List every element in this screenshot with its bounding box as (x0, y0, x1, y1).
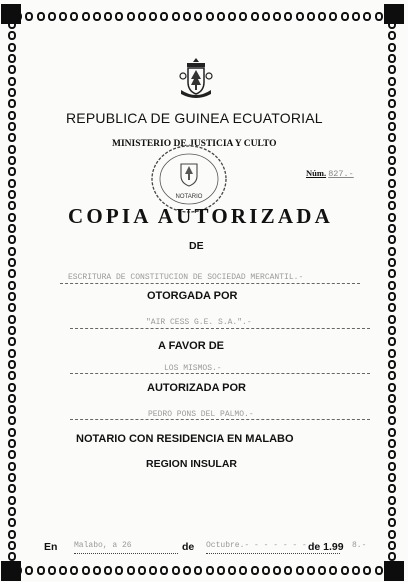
border-ring (8, 383, 16, 392)
border-ring (8, 473, 16, 482)
border-ring (127, 566, 135, 575)
border-ring (8, 77, 16, 86)
border-ring (8, 88, 16, 97)
border-ring (93, 12, 101, 21)
border-ring (388, 405, 396, 414)
border-ring (262, 566, 270, 575)
border-ring (160, 12, 168, 21)
border-ring (388, 303, 396, 312)
border-ring (8, 496, 16, 505)
border-ring (363, 566, 371, 575)
notario-line: NOTARIO CON RESIDENCIA EN MALABO (76, 433, 294, 445)
border-ring (8, 224, 16, 233)
border-ring (8, 462, 16, 471)
border-ring (8, 235, 16, 244)
border-ring (352, 566, 360, 575)
border-ring (8, 179, 16, 188)
border-ring (8, 405, 16, 414)
border-ring (388, 473, 396, 482)
border-ring (388, 326, 396, 335)
border-ring (194, 566, 202, 575)
border-ring (8, 484, 16, 493)
de-label: DE (189, 240, 204, 252)
border-ring (8, 450, 16, 459)
border-ring (8, 269, 16, 278)
border-ring (388, 213, 396, 222)
otorgada-por-rule (70, 328, 370, 329)
border-ring (262, 12, 270, 21)
border-ring (8, 213, 16, 222)
coat-of-arms-icon (178, 56, 214, 102)
a-favor-de-label: A FAVOR DE (158, 340, 225, 352)
border-ring (284, 12, 292, 21)
border-ring (8, 394, 16, 403)
month-value: Octubre.- - - - - - - - (206, 541, 340, 554)
border-ring (206, 566, 214, 575)
border-ring (329, 12, 337, 21)
border-ring (183, 12, 191, 21)
border-ring (228, 12, 236, 21)
autorizada-por-label: AUTORIZADA POR (147, 382, 246, 394)
region-line: REGION INSULAR (146, 458, 238, 470)
border-ring (25, 12, 33, 21)
border-ring (8, 371, 16, 380)
border-ring (239, 12, 247, 21)
border-ring (37, 12, 45, 21)
border-ring (388, 201, 396, 210)
document-title: COPIA AUTORIZADA (68, 204, 333, 228)
border-ring (388, 337, 396, 346)
border-ring (8, 31, 16, 40)
border-ring (8, 428, 16, 437)
border-ring (8, 145, 16, 154)
border-ring (8, 122, 16, 131)
border-ring (217, 566, 225, 575)
border-ring (206, 12, 214, 21)
border-ring (251, 12, 259, 21)
border-ring (296, 566, 304, 575)
border-ring (318, 566, 326, 575)
border-ring (388, 315, 396, 324)
border-ring (8, 190, 16, 199)
border-ring (388, 156, 396, 165)
border-ring (388, 133, 396, 142)
border-ring (183, 566, 191, 575)
border-ring (388, 247, 396, 256)
border-ring (388, 190, 396, 199)
border-ring (8, 99, 16, 108)
border-ring (8, 349, 16, 358)
border-ring (341, 12, 349, 21)
corner-ornament-bottom-left (1, 561, 21, 581)
border-ring (59, 566, 67, 575)
border-ring (329, 566, 337, 575)
border-ring (388, 65, 396, 74)
border-ring (48, 566, 56, 575)
border-ring (388, 541, 396, 550)
border-ring (8, 43, 16, 52)
border-ring (59, 12, 67, 21)
decorative-border-left (4, 20, 20, 562)
border-ring (8, 315, 16, 324)
border-ring (363, 12, 371, 21)
otorgada-por-label: OTORGADA POR (147, 290, 238, 302)
border-ring (70, 566, 78, 575)
border-ring (388, 518, 396, 527)
decorative-border-right (384, 20, 400, 562)
year-digit-value: 8.- (352, 541, 367, 550)
border-ring (217, 12, 225, 21)
corner-ornament-top-left (1, 4, 21, 24)
border-ring (8, 507, 16, 516)
border-ring (8, 65, 16, 74)
corner-ornament-top-right (384, 4, 404, 24)
border-ring (388, 43, 396, 52)
border-ring (93, 566, 101, 575)
border-ring (273, 566, 281, 575)
border-ring (228, 566, 236, 575)
border-ring (307, 12, 315, 21)
border-ring (115, 566, 123, 575)
border-ring (307, 566, 315, 575)
border-ring (8, 156, 16, 165)
border-ring (388, 292, 396, 301)
border-ring (138, 566, 146, 575)
en-label: En (44, 541, 58, 553)
border-ring (375, 566, 383, 575)
border-ring (388, 428, 396, 437)
border-ring (8, 111, 16, 120)
border-ring (388, 258, 396, 267)
border-ring (115, 12, 123, 21)
border-ring (8, 337, 16, 346)
border-ring (8, 518, 16, 527)
border-ring (388, 111, 396, 120)
border-ring (8, 133, 16, 142)
border-ring (82, 12, 90, 21)
border-ring (341, 566, 349, 575)
stamp-text: NOTARIO (175, 194, 203, 200)
border-ring (388, 484, 396, 493)
border-ring (388, 54, 396, 63)
border-ring (388, 371, 396, 380)
border-ring (388, 496, 396, 505)
border-ring (127, 12, 135, 21)
border-ring (8, 303, 16, 312)
border-ring (82, 566, 90, 575)
border-ring (194, 12, 202, 21)
border-ring (388, 224, 396, 233)
border-ring (388, 235, 396, 244)
border-ring (388, 145, 396, 154)
border-ring (296, 12, 304, 21)
border-ring (388, 269, 396, 278)
border-ring (388, 360, 396, 369)
border-ring (104, 566, 112, 575)
border-ring (388, 450, 396, 459)
deed-type-value: ESCRITURA DE CONSTITUCION DE SOCIEDAD MERCANTIL.- (68, 273, 304, 282)
border-ring (284, 566, 292, 575)
border-ring (8, 167, 16, 176)
border-ring (388, 349, 396, 358)
decorative-border-bottom (14, 562, 394, 578)
border-ring (25, 566, 33, 575)
border-ring (104, 12, 112, 21)
otorgada-por-value: "AIR CESS G.E. S.A.".- (146, 318, 252, 327)
border-ring (388, 439, 396, 448)
autorizada-por-rule (70, 419, 370, 420)
autorizada-por-value: PEDRO PONS DEL PALMO.- (148, 410, 254, 419)
border-ring (375, 12, 383, 21)
border-ring (8, 201, 16, 210)
border-ring (388, 122, 396, 131)
a-favor-de-rule (70, 373, 370, 374)
border-ring (388, 530, 396, 539)
ministry-heading: MINISTERIO DE JUSTICIA Y CULTO (112, 139, 277, 149)
border-ring (273, 12, 281, 21)
decorative-border-top (14, 8, 394, 24)
border-ring (8, 281, 16, 290)
corner-ornament-bottom-right (384, 561, 404, 581)
border-ring (388, 99, 396, 108)
border-ring (8, 326, 16, 335)
border-ring (172, 12, 180, 21)
number-value: 827.- (328, 169, 354, 179)
border-ring (37, 566, 45, 575)
border-ring (8, 54, 16, 63)
border-ring (352, 12, 360, 21)
border-ring (239, 566, 247, 575)
deed-type-rule (60, 283, 360, 284)
border-ring (388, 167, 396, 176)
date-line (44, 541, 380, 557)
border-ring (388, 88, 396, 97)
border-ring (149, 12, 157, 21)
border-ring (8, 247, 16, 256)
border-ring (388, 281, 396, 290)
border-ring (8, 416, 16, 425)
number-label: Núm. (306, 168, 327, 178)
year-label: de 1.99 (308, 541, 344, 553)
border-ring (149, 566, 157, 575)
border-ring (388, 179, 396, 188)
border-ring (388, 507, 396, 516)
border-ring (8, 258, 16, 267)
border-ring (318, 12, 326, 21)
a-favor-de-value: LOS MISMOS.- (164, 364, 222, 373)
border-ring (172, 566, 180, 575)
border-ring (388, 394, 396, 403)
border-ring (388, 77, 396, 86)
border-ring (388, 383, 396, 392)
border-ring (8, 541, 16, 550)
border-ring (251, 566, 259, 575)
border-ring (388, 416, 396, 425)
border-ring (8, 360, 16, 369)
border-ring (8, 292, 16, 301)
border-ring (138, 12, 146, 21)
border-ring (8, 530, 16, 539)
border-ring (8, 439, 16, 448)
border-ring (70, 12, 78, 21)
border-ring (388, 462, 396, 471)
de-month-label: de (182, 541, 195, 553)
border-ring (160, 566, 168, 575)
border-ring (48, 12, 56, 21)
border-ring (388, 31, 396, 40)
place-day-value: Malabo, a 26 (74, 541, 178, 554)
document-number (306, 168, 354, 179)
country-heading: REPUBLICA DE GUINEA ECUATORIAL (66, 110, 323, 126)
